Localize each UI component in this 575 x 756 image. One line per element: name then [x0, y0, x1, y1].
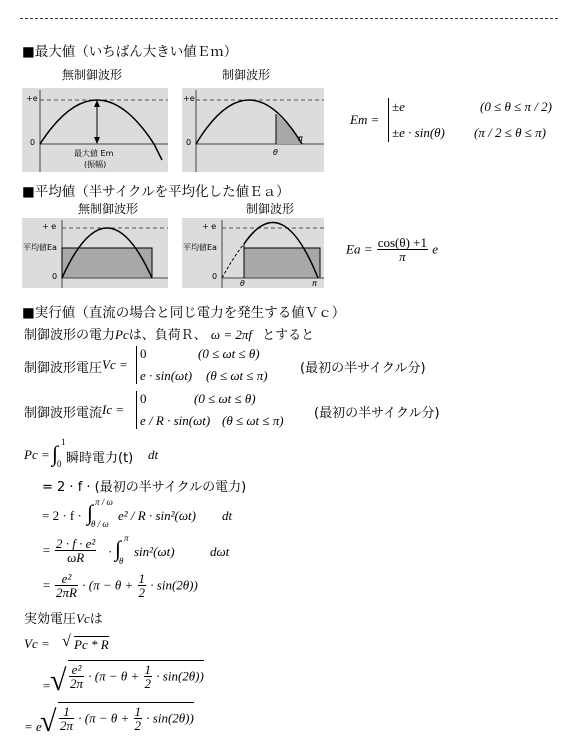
intro-end: とすると — [262, 328, 315, 343]
ea-formula — [346, 236, 438, 263]
em-case1: ±e — [392, 99, 405, 114]
max-plot-left — [22, 88, 168, 172]
vc-def-brace — [136, 346, 137, 384]
pc-l1-lhs: Pc = — [24, 447, 50, 462]
max-left-annot-2: (振幅) — [84, 160, 107, 169]
pc-l4-dt: dωt — [210, 544, 230, 559]
avg-right-y-zero: 0 — [212, 272, 218, 281]
avg-right-pi: π — [312, 279, 317, 288]
intro-omega: ω = 2πf — [210, 327, 252, 342]
pc-l5-pre: = — [42, 577, 51, 593]
top-divider — [20, 18, 558, 19]
avg-left-y-zero: 0 — [52, 272, 58, 281]
em-cond2: (π / 2 ≤ θ ≤ π) — [474, 125, 546, 140]
ea-lhs: Ea = — [346, 241, 373, 257]
avg-right-theta: θ — [240, 279, 245, 288]
section-title-rms: ■実行値（直流の場合と同じ電力を発生する値Ｖｃ） — [22, 305, 346, 321]
max-left-y-zero: 0 — [30, 138, 36, 147]
vc-def-case1: 0 — [140, 346, 147, 361]
pc-l3-lo: θ / ω — [91, 519, 109, 529]
pc-l3-dt: dt — [222, 508, 233, 523]
pc-l5-num: e² — [55, 572, 78, 586]
max-right-pi: π — [298, 134, 303, 143]
pc-l1-integral: ∫ — [52, 441, 59, 466]
vc-r2-den: 2π — [70, 676, 84, 691]
pc-l4-up: π — [124, 533, 129, 543]
label-controlled-max: 制御波形 — [222, 68, 271, 82]
section-title-max: ■最大値（いちばん大きい値Ｅｍ） — [22, 44, 238, 60]
vc-r2-num: e² — [69, 663, 84, 677]
avg-left-y-top: + e — [42, 222, 57, 231]
pc-l5-den: 2πR — [56, 585, 77, 600]
vc-r2-frac — [69, 663, 84, 690]
ic-def-case1: 0 — [140, 391, 147, 406]
ic-def-label: 制御波形電流 — [24, 406, 103, 421]
pc-l5-frac — [55, 572, 78, 599]
vc-r3-b: (π − θ + — [84, 710, 130, 726]
pc-l1-up: 1 — [61, 437, 66, 447]
pc-l4-frac — [55, 537, 96, 564]
vc-r2-h-num: 1 — [144, 662, 152, 677]
pc-l5-h-num: 1 — [138, 571, 146, 586]
vc-result-var: Vc — [76, 611, 90, 626]
ea-tail: e — [432, 241, 439, 257]
max-plot-right-svg — [182, 88, 324, 172]
vc-def-note: (最初の半サイクル分) — [300, 361, 426, 376]
ic-def-brace — [136, 391, 137, 429]
vc-result-text: 実効電圧 — [24, 612, 77, 627]
avg-right-y-mid: 平均値Ea — [183, 243, 217, 252]
pc-l4-integral: ∫ — [115, 536, 122, 561]
vc-r2-h-den: 2 — [144, 676, 152, 691]
vc-r2-sqrt: √ — [50, 664, 67, 697]
intro-pc: Pc — [115, 327, 129, 342]
pc-l3-b: e² / R · sin²(ωt) — [118, 508, 196, 523]
em-cond1: (0 ≤ θ ≤ π / 2) — [480, 99, 552, 114]
ic-def-case2: e / R · sin(ωt) — [140, 413, 211, 428]
ic-def-cond1: (0 ≤ ωt ≤ θ) — [194, 391, 256, 406]
em-brace — [388, 98, 389, 142]
max-right-theta: θ — [273, 148, 278, 157]
pc-l4-dot: · — [108, 544, 113, 559]
em-case2: ±e · sin(θ) — [392, 125, 445, 140]
vc-r3-h-den: 2 — [134, 718, 142, 733]
vc-r2-c: · sin(2θ)) — [156, 668, 204, 684]
max-plot-right — [182, 88, 324, 172]
ic-def-var: Ic = — [102, 402, 125, 417]
max-right-y-zero: 0 — [186, 138, 192, 147]
max-left-annot-1: 最大値 Em — [74, 149, 114, 158]
vc-r3-half — [134, 705, 143, 732]
intro-rest: は、負荷Ｒ、 — [128, 328, 207, 343]
vc-def-label: 制御波形電圧 — [24, 361, 103, 376]
label-uncontrolled-avg: 無制御波形 — [78, 202, 139, 216]
max-right-y-top: +e — [183, 94, 195, 103]
vc-result-ha: は — [89, 612, 103, 627]
label-uncontrolled-max: 無制御波形 — [62, 68, 123, 82]
max-left-y-top: +e — [26, 94, 38, 103]
pc-l5-half — [138, 572, 147, 599]
vc-def-var: Vc = — [102, 357, 128, 372]
vc-r3-h-num: 1 — [134, 704, 142, 719]
vc-r1-root: Pc * R — [74, 637, 109, 652]
ea-fraction — [377, 236, 428, 263]
pc-l3-up: π / ω — [95, 497, 113, 507]
pc-l5-h-den: 2 — [138, 585, 146, 600]
pc-l4-lo: θ — [119, 556, 124, 566]
vc-r3-den: 2π — [60, 718, 74, 733]
pc-l1-dt: dt — [148, 447, 159, 462]
vc-r3-pre: = e — [24, 719, 42, 734]
vc-r3-body: $\frac{1}{2\pi}$ · (π − θ + $\frac{1}{2}$ · sin(2θ)) — [60, 704, 194, 733]
vc-r3-num: 1 — [59, 705, 74, 719]
vc-def-cond1: (0 ≤ ωt ≤ θ) — [198, 346, 260, 361]
vc-def-cond2: (θ ≤ ωt ≤ π) — [206, 368, 268, 383]
vc-r2-b: (π − θ + — [94, 668, 140, 684]
vc-r3-frac — [59, 705, 74, 732]
intro-text: 制御波形の電力 — [24, 328, 116, 343]
vc-r2-half — [144, 663, 153, 690]
pc-l5: = $\frac{\text{e²}}{2\pi R}$ · (π − θ + $\frac{1}{2}$ · sin(2θ)) — [42, 571, 198, 600]
vc-r3-sqrt: √ — [40, 705, 57, 738]
avg-plot-right — [182, 218, 324, 288]
ea-den: π — [399, 249, 406, 264]
vc-r2-pre: = — [42, 678, 51, 693]
pc-l4-num: 2 · f · e² — [56, 536, 96, 551]
pc-l1-body: 瞬時電力(t) — [66, 451, 134, 466]
ic-def-note: (最初の半サイクル分) — [314, 406, 440, 421]
em-lhs: Em = — [350, 112, 380, 127]
pc-l4-b: sin²(ωt) — [134, 544, 175, 559]
pc-l4-den: ωR — [67, 550, 85, 565]
vc-def-case2: e · sin(ωt) — [140, 368, 193, 383]
pc-l3-a: = 2 · f · — [42, 508, 82, 523]
pc-l2: = 2 · f · (最初の半サイクルの電力) — [42, 480, 247, 495]
vc-r2-body: $\frac{\text{e²}}{2\pi}$ · (π − θ + $\frac{1}{2}$ · sin(2θ)) — [70, 662, 204, 691]
section-title-avg: ■平均値（半サイクルを平均化した値Ｅａ） — [22, 184, 290, 200]
vc-r1-lhs: Vc = — [24, 636, 50, 651]
vc-r3-c: · sin(2θ)) — [146, 710, 194, 726]
avg-right-y-top: + e — [202, 222, 217, 231]
avg-plot-left — [22, 218, 168, 288]
vc-r1-sqrt: √ — [62, 633, 71, 650]
pc-l3-integral: ∫ — [87, 500, 94, 525]
ea-num: cos(θ) +1 — [377, 235, 428, 250]
pc-l1-lo: 0 — [57, 459, 62, 469]
intro-line — [24, 324, 314, 343]
avg-left-y-mid: 平均値Ea — [23, 243, 57, 252]
pc-l5-b: (π − θ + — [88, 577, 134, 593]
pc-l5-c: · sin(2θ)) — [150, 577, 198, 593]
ic-def-cond2: (θ ≤ ωt ≤ π) — [222, 413, 284, 428]
pc-l4 — [42, 537, 97, 564]
label-controlled-avg: 制御波形 — [246, 202, 295, 216]
pc-l4-pre: = — [42, 542, 51, 558]
vc-result-label — [24, 608, 103, 627]
